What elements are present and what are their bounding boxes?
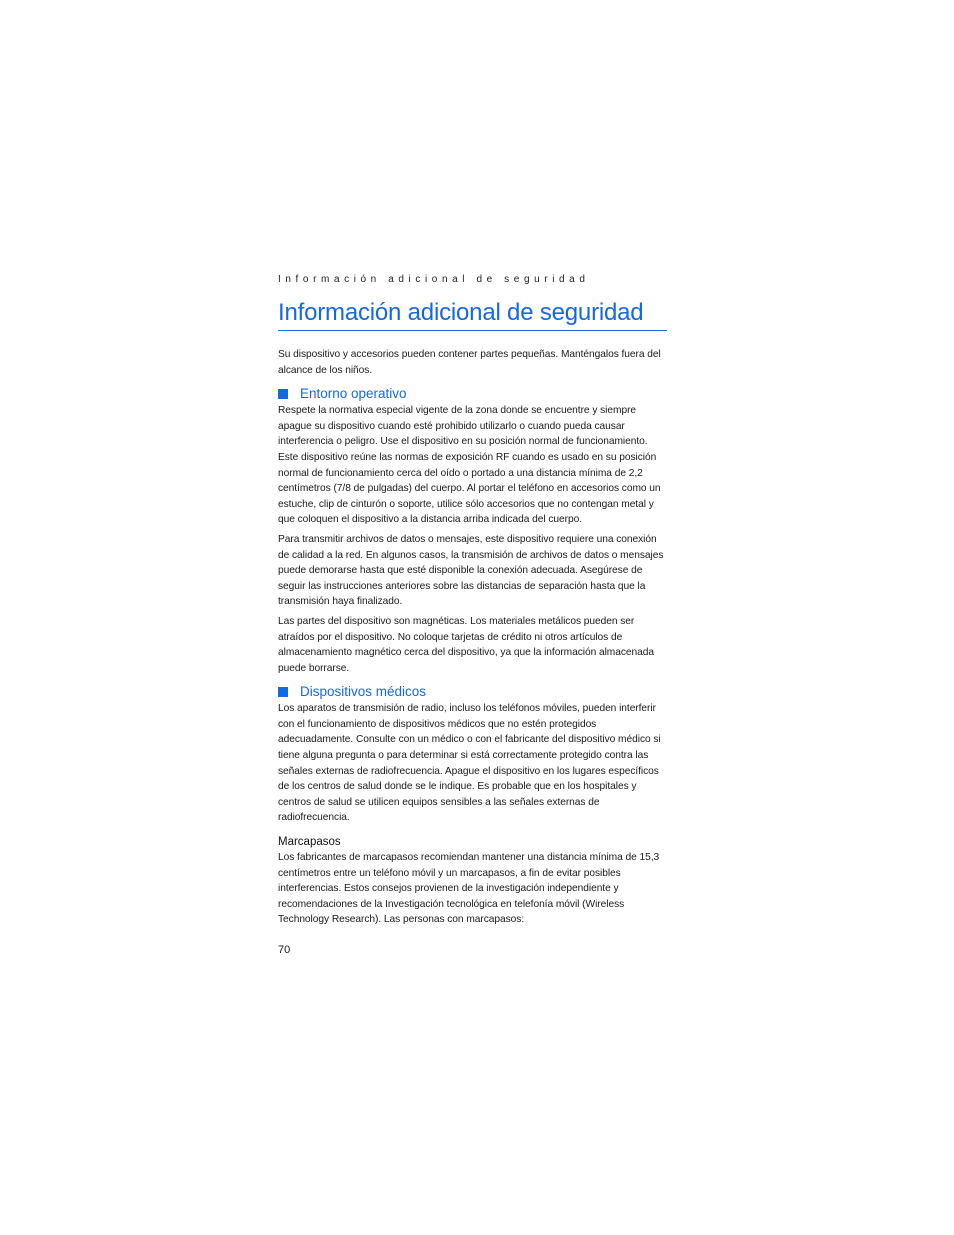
section-heading-text: Dispositivos médicos: [300, 684, 427, 700]
square-bullet-icon: [278, 389, 288, 399]
body-paragraph: Respete la normativa especial vigente de la zona donde se encuentre y siempre apague su dispositivo cuando esté prohibido utilizarlo o cuando pueda causar interferencia o peligro. Use el dispositivo en su posición normal de funcionamiento. Este dispositivo reúne las normas de exposición RF cuando es usado en su posición normal de funcionamiento cerca del oído o portado a una distancia mínima de 2,2 centímetros (7/8 de pulgadas) del cuerpo. Al portar el teléfono en accesorios como un estuche, clip de cinturón o soporte, utilice sólo accesorios que no contengan metal y que coloquen el dispositivo a la distancia arriba indicada del cuerpo.: [278, 405, 661, 526]
body-paragraph: Las partes del dispositivo son magnéticas. Los materiales metálicos pueden ser atraídos por el dispositivo. No coloque tarjetas de crédito ni otros artículos de almacenamiento magnético cerca del dispositivo, ya que la información almacenada puede borrarse.: [278, 615, 654, 674]
section-heading-text: Entorno operativo: [300, 386, 407, 402]
body-paragraph: Para transmitir archivos de datos o mensajes, este dispositivo requiere una conexión de calidad a la red. En algunos casos, la transmisión de archivos de datos o mensajes puede demorarse hasta que esté disponible la conexión adecuada. Asegúrese de seguir las instrucciones anteriores sobre las distancias de separación hasta que la transmisión haya finalizado.: [278, 533, 664, 608]
page-title: Información adicional de seguridad: [278, 298, 667, 331]
section-heading-entorno-operativo: [278, 385, 667, 403]
section-heading-dispositivos-medicos: [278, 683, 667, 701]
intro-paragraph: Su dispositivo y accesorios pueden contener partes pequeñas. Manténgalos fuera del alcance de los niños.: [278, 349, 661, 376]
running-header: Información adicional de seguridad: [278, 274, 590, 285]
document-page: [278, 272, 667, 958]
body-paragraph: Los aparatos de transmisión de radio, incluso los teléfonos móviles, pueden interferir con el funcionamiento de dispositivos médicos que no estén protegidos adecuadamente. Consulte con un médico o con el fabricante del dispositivo médico si tiene alguna pregunta o para determinar si está correctamente protegido contra las señales externas de radiofrecuencia. Apague el dispositivo en los lugares específicos de los centros de salud donde se le indique. Es probable que en los hospitales y centros de salud se utilicen equipos sensibles a las señales externas de radiofrecuencia.: [278, 703, 661, 824]
subheading-marcapasos: Marcapasos: [278, 836, 341, 849]
body-paragraph: Los fabricantes de marcapasos recomiendan mantener una distancia mínima de 15,3 centímetros entre un teléfono móvil y un marcapasos, a fin de evitar posibles interferencias. Estos consejos provienen de la investigación independiente y recomendaciones de la Investigación tecnológica en telefonía móvil (Wireless Technology Research). Las personas con marcapasos:: [278, 852, 660, 926]
page-number: 70: [278, 944, 291, 956]
square-bullet-icon: [278, 687, 288, 697]
